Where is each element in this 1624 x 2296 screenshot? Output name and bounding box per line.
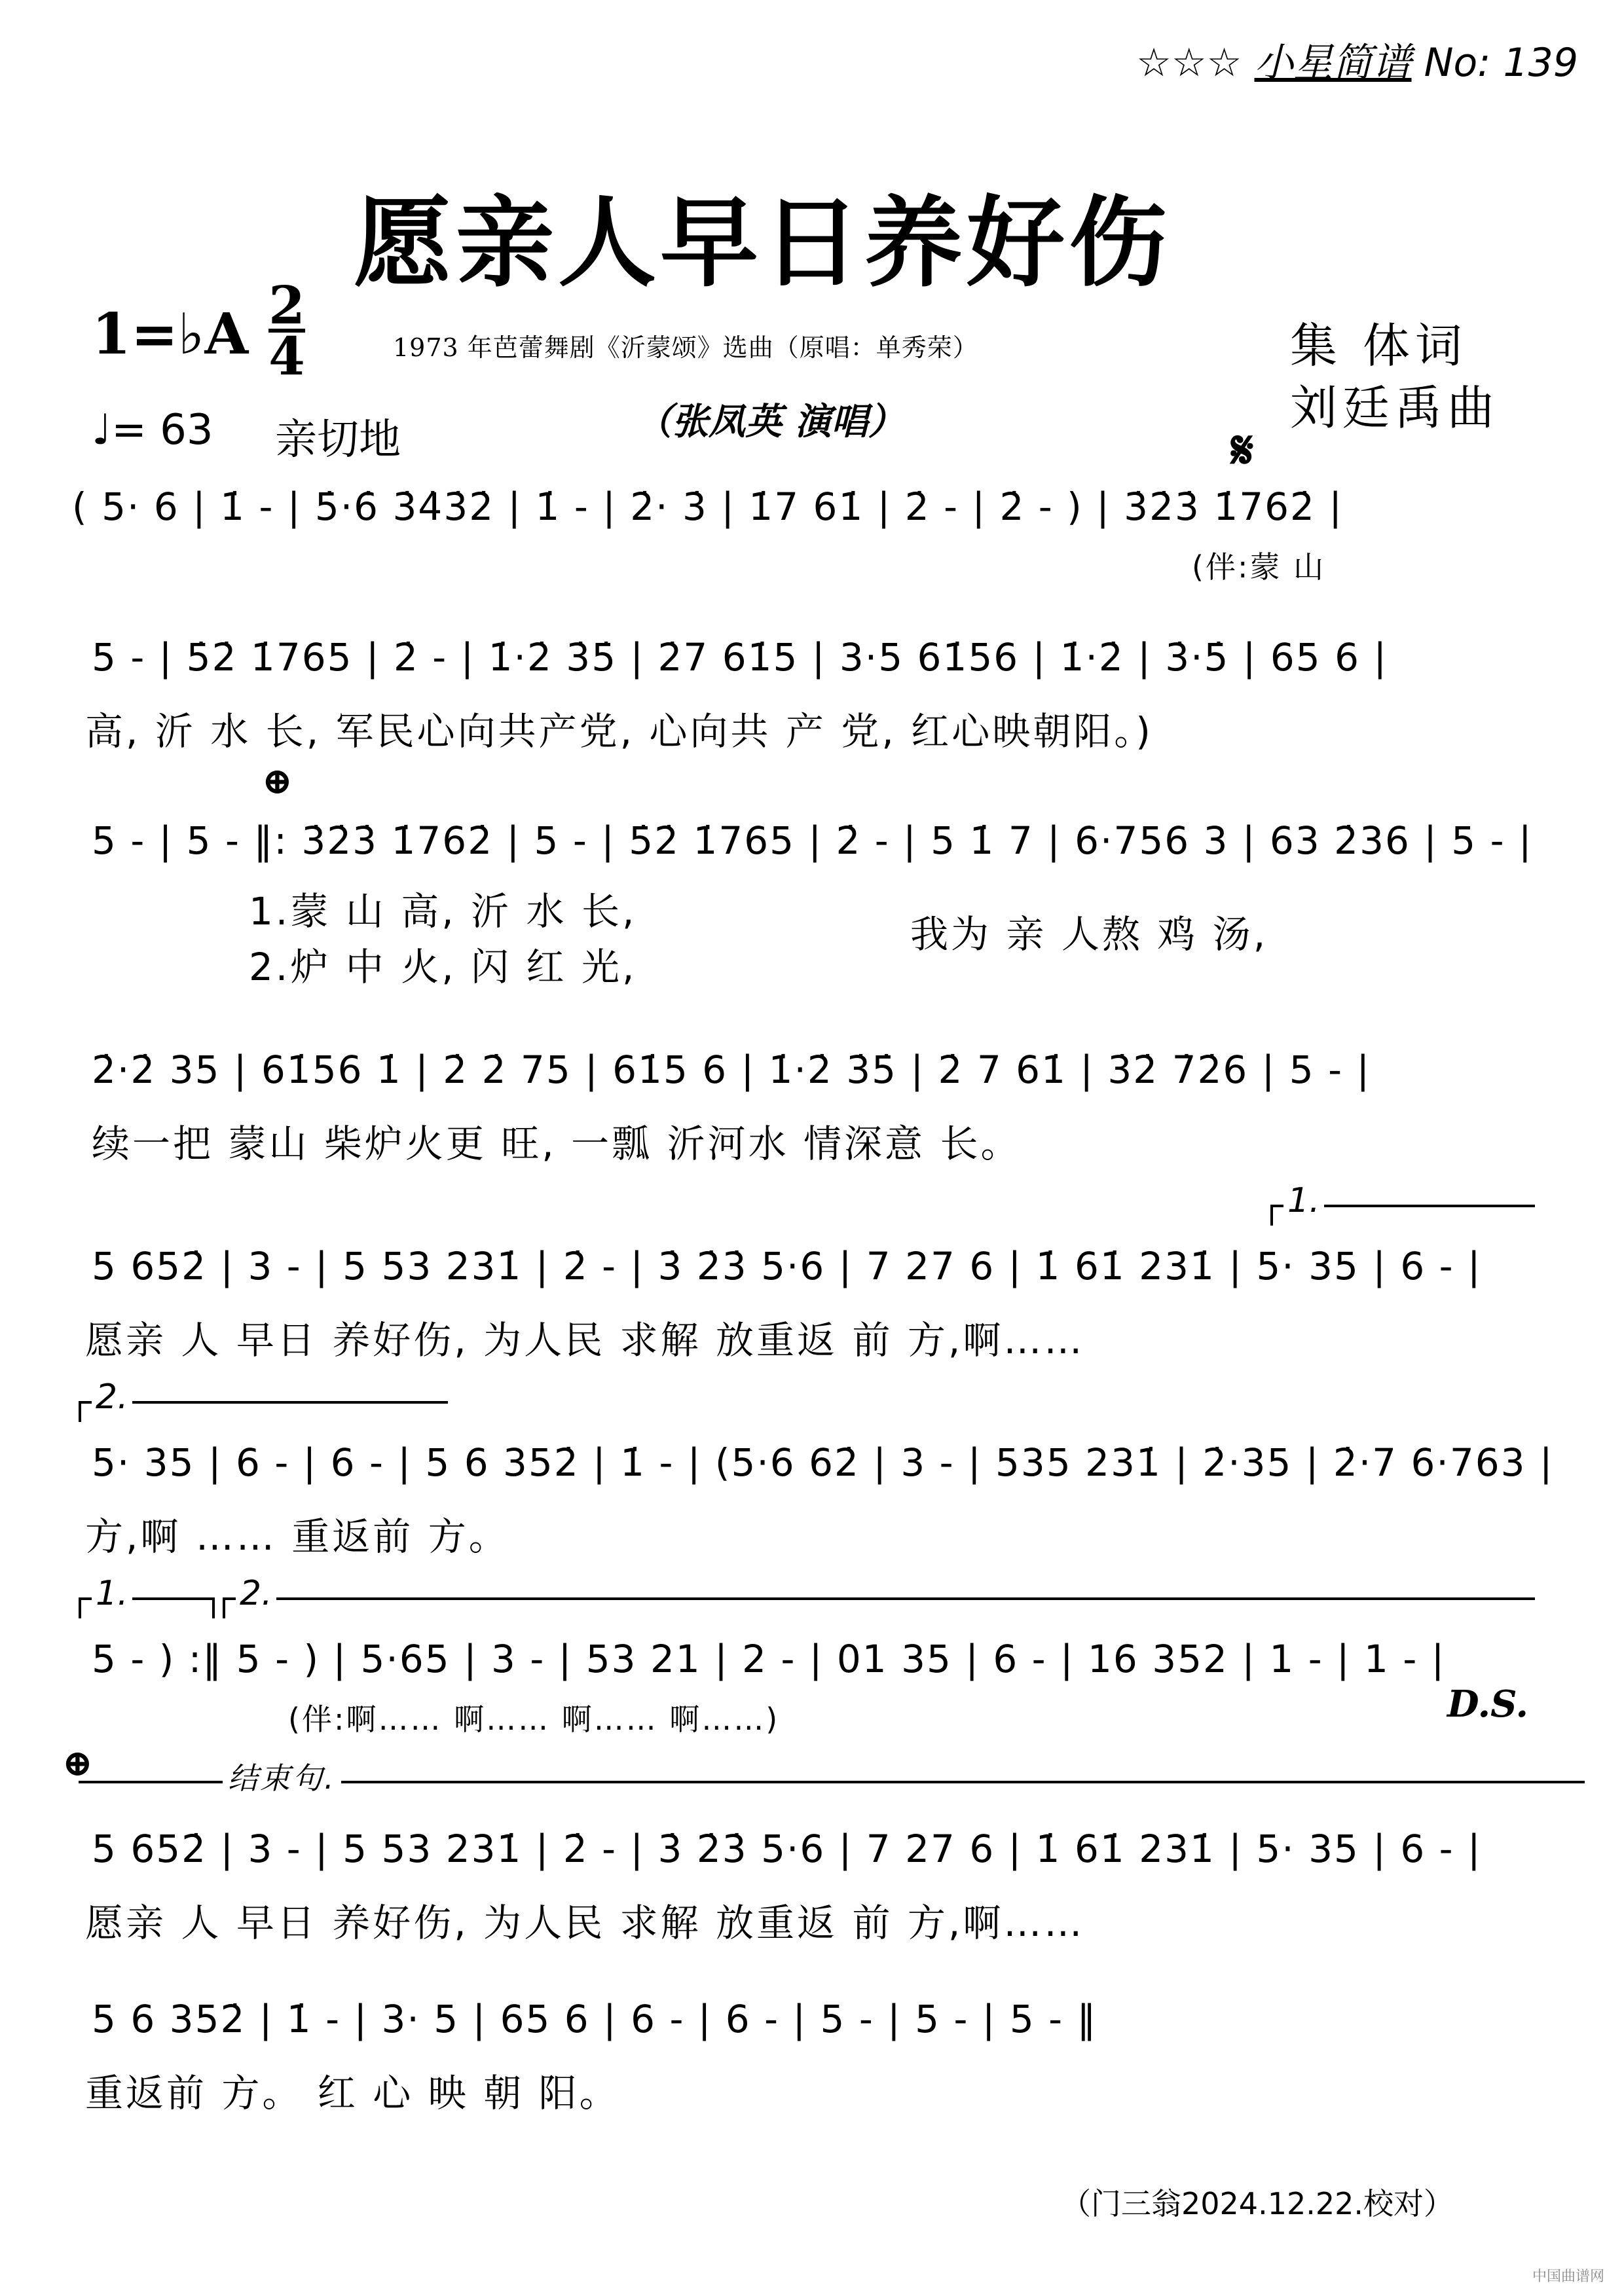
system-9-notes: 5 6 352̇ | 1̇ - | 3· 5 | 65 6 | 6 - | 6 - | 5 - | 5 - | 5 - ‖ (92, 1997, 1098, 2041)
time-signature-bottom: 4 (268, 325, 305, 387)
ds-marker: D.S. (1447, 1683, 1529, 1726)
system-7-lyric: (伴:啊…… 啊…… 啊…… 啊……) (288, 1702, 780, 1737)
series-name: 小星简谱 (1254, 40, 1412, 86)
key-signature: 1=♭A (92, 301, 249, 367)
subtitle: 1973 年芭蕾舞剧《沂蒙颂》选曲（原唱：单秀荣） (393, 333, 978, 362)
tempo-marking: ♩= 63 (92, 406, 213, 454)
lyricist-credit: 集 体词 (1290, 318, 1467, 373)
system-1-notes: ( 5· 6 | 1̇ - | 5̇·6̇ 3̇4̇3̇2̇ | 1̇ - | 2̇· 3̇ | 1̇7 61̇ | 2̇ - | 2̇ - ) | 3̇2̇3̇ 1̇762̇ | (72, 484, 1343, 529)
system-8-lyric: 愿亲 人 早日 养好伤, 为人民 求解 放重返 前 方,啊…… (85, 1901, 1085, 1945)
volta-first-bracket-2 (79, 1574, 215, 1618)
system-6-lyric: 方,啊 …… 重返前 方。 (85, 1514, 509, 1559)
song-title: 愿亲人早日养好伤 (354, 185, 1172, 301)
volta-second-label-2: 2. (236, 1574, 276, 1613)
system-7-notes: 5 - ) :‖ 5 - ) | 5·65 | 3 - | 53 21 | 2 - | 01 35 | 6 - | 16 352 | 1 - | 1 - | (92, 1637, 1446, 1681)
expression-marking: 亲切地 (275, 416, 401, 464)
segno-icon: 𝄋 (1231, 419, 1254, 481)
time-signature (268, 274, 305, 387)
ending-label: 结束句. (223, 1755, 341, 1798)
stars-icon: ☆☆☆ (1136, 40, 1242, 86)
system-3-lyric-verse-2: 2.炉 中 火, 闪 红 光, (249, 945, 637, 989)
system-9-lyric: 重返前 方。 红 心 映 朝 阳。 (85, 2071, 620, 2115)
system-5-lyric: 愿亲 人 早日 养好伤, 为人民 求解 放重返 前 方,啊…… (85, 1318, 1085, 1362)
system-2-lyric: 高, 沂 水 长, 军民心向共产党, 心向共 产 党, 红心映朝阳。) (85, 709, 1153, 754)
coda-icon-2: ⊕ (62, 1741, 93, 1785)
series-number: No: 139 (1424, 40, 1578, 86)
composer-credit: 刘廷禹曲 (1290, 380, 1500, 435)
system-6-notes: 5· 35 | 6 - | 6 - | 5 6 352̇ | 1̇ - | (5·6 62̇ | 3 - | 535 231̇ | 2̇·35 | 2̇·7 6·763 | (92, 1440, 1554, 1485)
volta-first-bracket (1270, 1181, 1535, 1226)
system-3-lyric-shared: 我为 亲 人熬 鸡 汤, (910, 912, 1268, 957)
series-header (1136, 31, 1578, 88)
volta-first-label-2: 1. (92, 1574, 132, 1613)
system-4-lyric: 续一把 蒙山 柴炉火更 旺, 一瓢 沂河水 情深意 长。 (92, 1121, 1022, 1166)
volta-first-label: 1. (1283, 1181, 1324, 1220)
system-2-notes: 5 - | 5̇2̇ 1̇765 | 2̇ - | 1̇·2̇ 3̇5̇ | 2̇7 61̇5 | 3·5 61̇56 | 1̇·2̇ | 3̇·5̇ | 65 6 | (92, 635, 1388, 680)
system-1-lyric: (伴:蒙 山 (1192, 549, 1326, 585)
system-3-notes: 5 - | 5 - ‖: 3̇2̇3̇ 1̇762̇ | 5 - | 5̇2̇ 1̇765 | 2̇ - | 5 1̇ 7 | 6·756 3 | 63 2̇36 | 5 - | (92, 818, 1533, 863)
performer-credit: （张凤英 演唱） (635, 400, 905, 443)
system-8-notes: 5 652̇ | 3 - | 5 53 231̇ | 2̇ - | 3̇ 2̇3̇ 5·6 | 7 27 6 | 1̇ 61̇ 231̇ | 5· 35 | 6 - | (92, 1827, 1482, 1871)
time-signature-top: 2 (268, 274, 305, 336)
proofread-note: （门三翁2024.12.22.校对） (1061, 2186, 1454, 2221)
system-4-notes: 2̇·2̇ 35 | 61̇56 1̇ | 2̇ 2̇ 75 | 61̇5 6 | 1̇·2̇ 3̇5̇ | 2̇ 7 61̇ | 3̇2̇ 7̇2̇6 | 5 - | (92, 1048, 1371, 1092)
system-3-lyric-verse-1: 1.蒙 山 高, 沂 水 长, (249, 889, 637, 934)
volta-second-bracket-2 (223, 1574, 1535, 1618)
coda-icon: ⊕ (262, 759, 293, 803)
volta-second-label: 2. (92, 1377, 132, 1417)
volta-second-bracket (79, 1377, 448, 1422)
watermark-logo: 中国曲谱网 (1532, 2269, 1604, 2285)
system-5-notes: 5 652̇ | 3 - | 5 53 231̇ | 2̇ - | 3̇ 2̇3̇ 5·6 | 7 27 6 | 1̇ 61̇ 231̇ | 5· 35 | 6 - | (92, 1244, 1482, 1288)
